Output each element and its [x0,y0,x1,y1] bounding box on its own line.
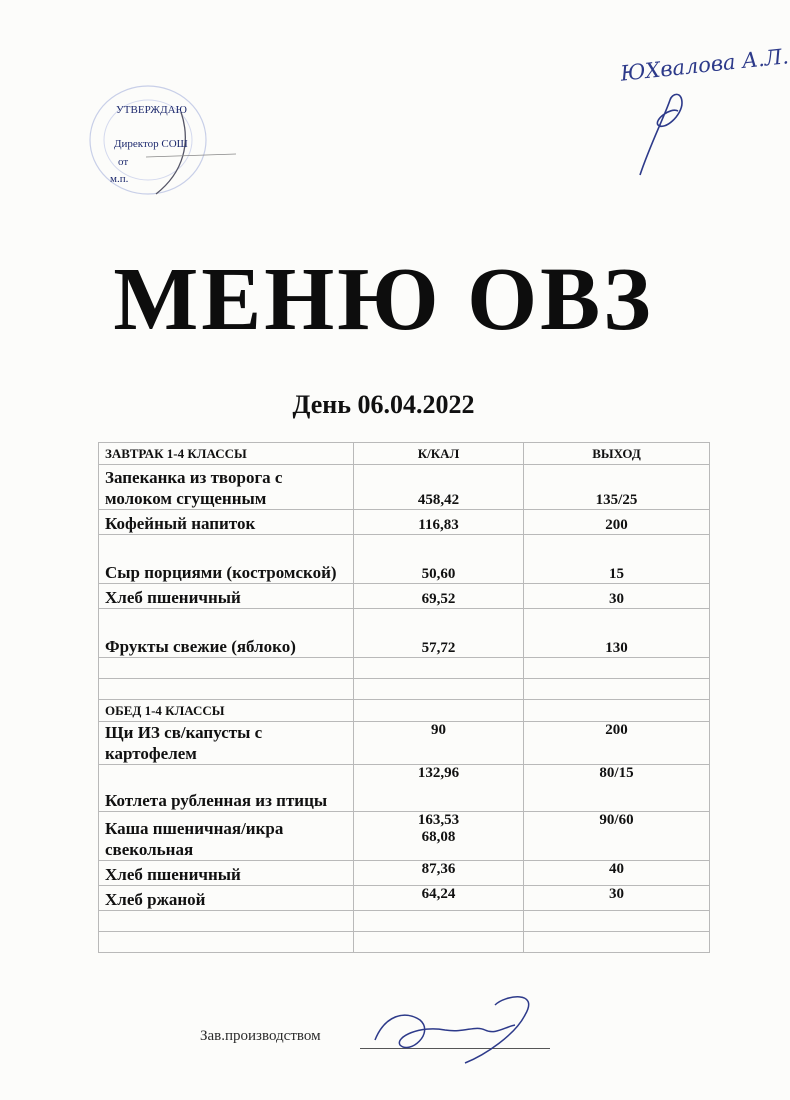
top-signature [610,44,790,185]
table-row [99,465,710,510]
table-row [99,812,710,861]
production-manager-label: Зав.производством [200,1028,321,1044]
dish-yield: 30 [524,886,710,911]
table-row [99,510,710,535]
stamp-approve-text: УТВЕРЖДАЮ [116,104,187,116]
stamp-director-text: Директор СОШ [114,138,188,150]
dish-kcal-second: 68,08 [421,829,456,845]
menu-table [98,442,710,953]
breakfast-header: ЗАВТРАК 1-4 КЛАССЫ [99,443,354,465]
dish-name: Щи ИЗ св/капусты с картофелем [99,722,354,765]
dish-name: Сыр порциями (костромской) [99,535,354,584]
dish-kcal: 458,42 [354,465,524,510]
dish-kcal: 57,72 [354,609,524,658]
dish-kcal: 132,96 [354,765,524,812]
dish-yield: 80/15 [524,765,710,812]
dish-name: Хлеб пшеничный [99,861,354,886]
table-row [99,765,710,812]
footer-signature [200,1020,560,1080]
empty-row [99,658,710,679]
dish-name: Каша пшеничная/икра свекольная [99,812,354,861]
dish-kcal: 116,83 [354,510,524,535]
dish-yield: 15 [524,535,710,584]
table-row [99,861,710,886]
kcal-column-header: К/КАЛ [354,443,524,465]
menu-date: День 06.04.2022 [292,390,475,419]
dish-name: Фрукты свежие (яблоко) [99,609,354,658]
stamp-mp-text: м.п. [110,173,129,185]
table-row [99,722,710,765]
table-row [99,886,710,911]
breakfast-header-row [99,443,710,465]
stamp-from-text: от [118,156,129,168]
signature-scribble-icon [365,985,565,1065]
empty-row [99,932,710,953]
approval-stamp [86,82,236,200]
empty-row [99,911,710,932]
dish-kcal: 90 [354,722,524,765]
table-row [99,535,710,584]
dish-kcal: 64,24 [354,886,524,911]
lunch-header-row [99,700,710,722]
dish-yield: 30 [524,584,710,609]
dish-kcal-multi [354,812,524,861]
dish-yield: 135/25 [524,465,710,510]
dish-name: Хлеб пшеничный [99,584,354,609]
dish-name: Хлеб ржаной [99,886,354,911]
empty-row [99,679,710,700]
dish-kcal: 69,52 [354,584,524,609]
dish-name: Кофейный напиток [99,510,354,535]
yield-column-header: ВЫХОД [524,443,710,465]
page-title: МЕНЮ ОВЗ [113,250,654,349]
dish-name: Запеканка из творога с молоком сгущенным [99,465,354,510]
dish-yield: 200 [524,722,710,765]
dish-kcal: 50,60 [354,535,524,584]
top-signature-name: ЮХвалова А.Л. [619,44,790,86]
table-row [99,584,710,609]
dish-yield: 90/60 [524,812,710,861]
lunch-header: ОБЕД 1-4 КЛАССЫ [99,700,354,722]
dish-kcal: 163,53 [417,812,460,828]
dish-kcal: 87,36 [354,861,524,886]
dish-yield: 40 [524,861,710,886]
dish-name: Котлета рубленная из птицы [99,765,354,812]
dish-yield: 130 [524,609,710,658]
dish-yield: 200 [524,510,710,535]
table-row [99,609,710,658]
